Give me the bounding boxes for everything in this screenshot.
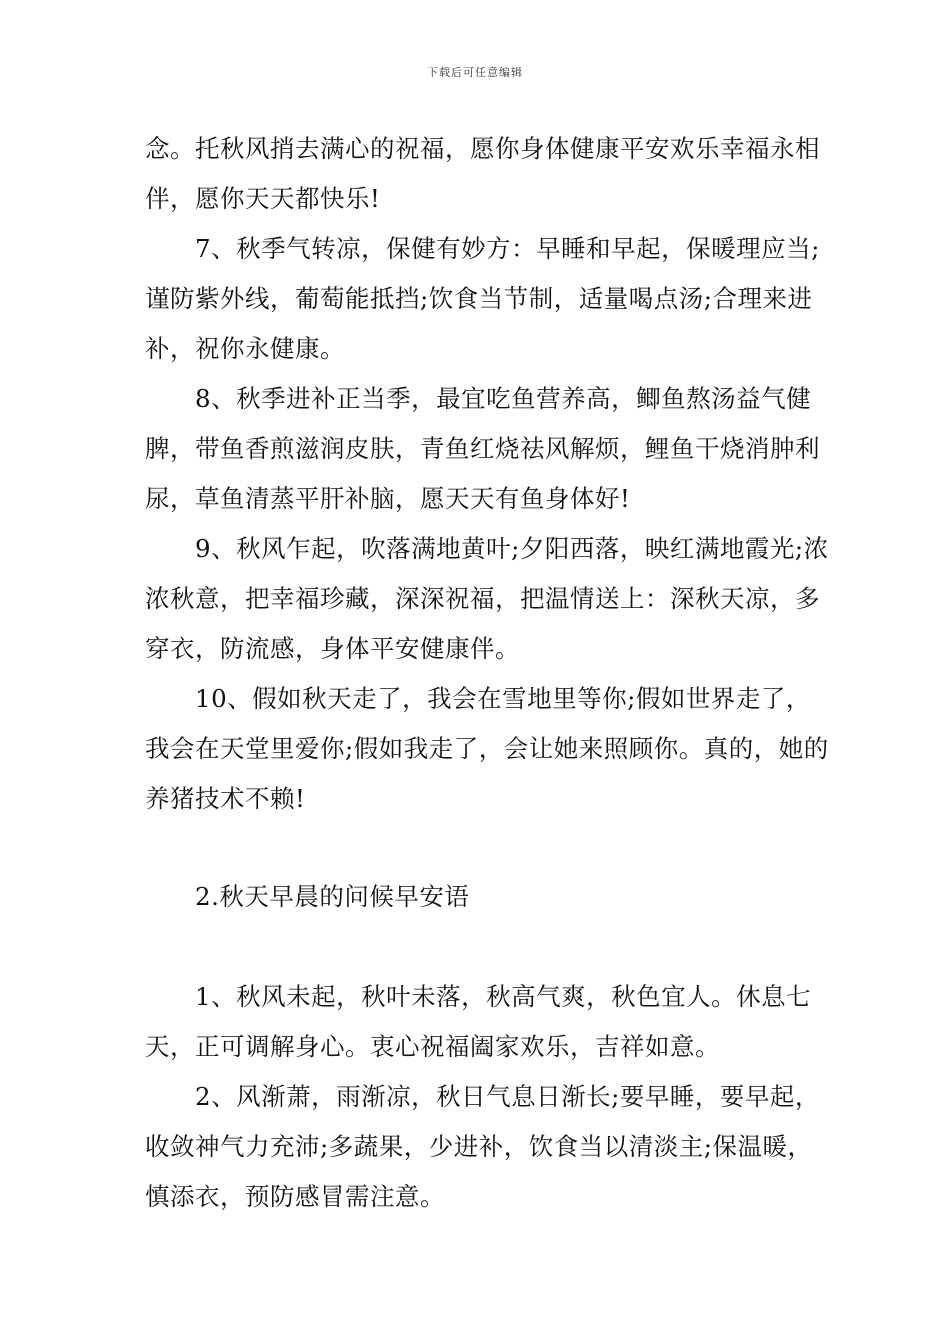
paragraph-item-10: 10、假如秋天走了，我会在雪地里等你;假如世界走了，我会在天堂里爱你;假如我走了，会让她来照顾你。真的，她的养猪技术不赖!	[145, 684, 829, 813]
paragraph-item-1: 1、秋风未起，秋叶未落，秋高气爽，秋色宜人。休息七天，正可调解身心。衷心祝福阖家欢乐，吉祥如意。	[145, 982, 812, 1061]
page-header: 下载后可任意编辑	[427, 66, 523, 79]
paragraph-item-9: 9、秋风乍起，吹落满地黄叶;夕阳西落，映红满地霞光;浓浓秋意，把幸福珍藏，深深祝福，把温情送上：深秋天凉，多穿衣，防流感，身体平安健康伴。	[145, 534, 829, 663]
text-block-bottom	[145, 972, 830, 1222]
paragraph-continuation: 念。托秋风捎去满心的祝福，愿你身体健康平安欢乐幸福永相伴，愿你天天都快乐!	[145, 134, 820, 213]
paragraph-item-8: 8、秋季进补正当季，最宜吃鱼营养高，鲫鱼熬汤益气健脾，带鱼香煎滋润皮肤，青鱼红烧祛风解烦，鲤鱼干烧消肿利尿，草鱼清蒸平肝补脑，愿天天有鱼身体好!	[145, 384, 820, 513]
section-heading: 2.秋天早晨的问候早安语	[195, 882, 470, 911]
paragraph-item-2: 2、风渐萧，雨渐凉，秋日气息日渐长;要早睡，要早起，收敛神气力充沛;多蔬果，少进补，饮食当以清淡主;保温暖，慎添衣，预防感冒需注意。	[145, 1082, 820, 1211]
paragraph-item-7: 7、秋季气转凉，保健有妙方：早睡和早起，保暖理应当;谨防紫外线，葡萄能抵挡;饮食当节制，适量喝点汤;合理来进补，祝你永健康。	[145, 234, 820, 363]
text-block-top	[145, 124, 830, 824]
